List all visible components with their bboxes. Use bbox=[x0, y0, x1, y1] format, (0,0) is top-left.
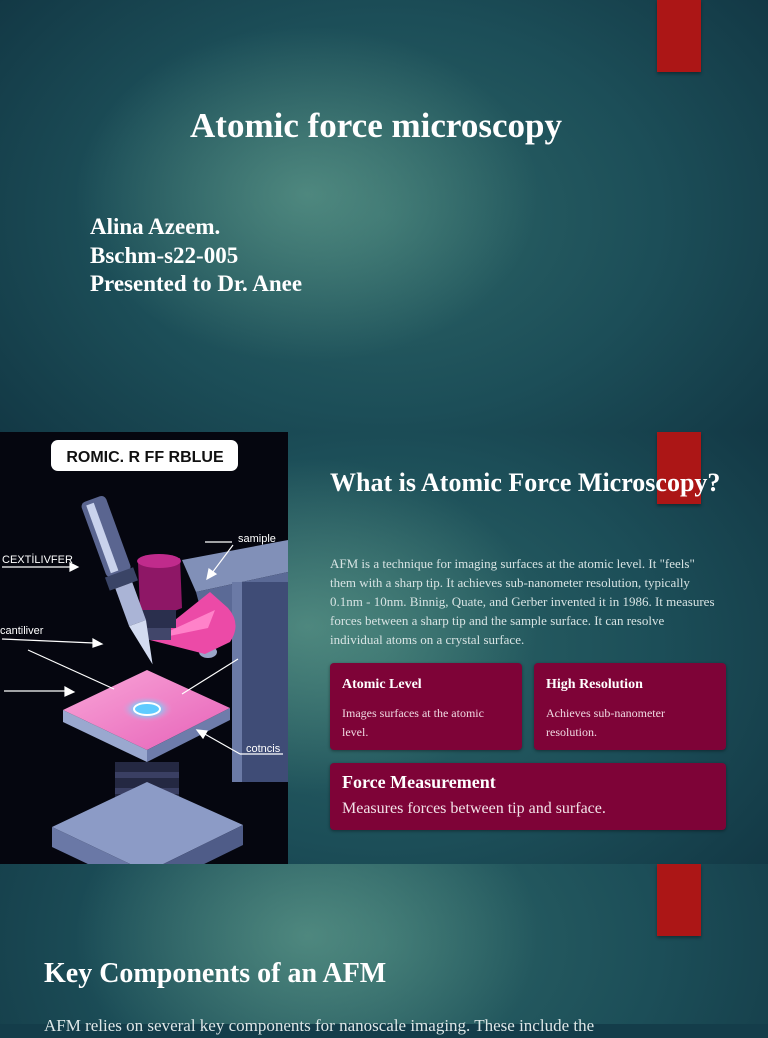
card-high-resolution bbox=[534, 663, 726, 750]
label-sample: samiple bbox=[238, 533, 276, 545]
presented-to: Presented to Dr. Anee bbox=[90, 271, 303, 297]
card-title: Atomic Level bbox=[342, 677, 422, 692]
section-heading: Key Components of an AFM bbox=[44, 958, 387, 989]
author-id: Bschm-s22-005 bbox=[90, 242, 239, 268]
card-description: Images surfaces at the atomic level. bbox=[342, 706, 484, 739]
card-atomic-level bbox=[330, 663, 522, 750]
author-name: Alina Azeem. bbox=[90, 214, 221, 239]
intro-paragraph: AFM is a technique for imaging surfaces at the atomic level. It "feels" them with a sharp tip. It achieves sub-nanometer resolution, typically 0.1nm - 10nm. Binnig, Quate, and Gerber invented it in 1986. It measures forces between a sharp tip and the sample surface. It can resolve individual atoms on a crystal surface. bbox=[330, 556, 715, 647]
label-cotncis: cotncis bbox=[246, 743, 281, 755]
red-accent-tab bbox=[657, 864, 701, 936]
slide-title: Atomic force microscopy bbox=[190, 106, 562, 145]
title-slide bbox=[0, 0, 768, 432]
author-block bbox=[90, 213, 302, 299]
card-title: Force Measurement bbox=[342, 772, 496, 792]
banner-text: ROMIC. R FF RBLUE bbox=[66, 449, 224, 466]
components-paragraph: AFM relies on several key components for nanoscale imaging. These include the bbox=[44, 1016, 595, 1035]
card-force-measurement bbox=[330, 763, 726, 830]
key-components-slide bbox=[0, 864, 768, 1035]
card-description: Achieves sub-nanometer resolution. bbox=[546, 706, 665, 739]
afm-illustration bbox=[0, 432, 288, 864]
red-accent-tab bbox=[657, 0, 701, 72]
card-description: Measures forces between tip and surface. bbox=[342, 800, 606, 817]
card-title: High Resolution bbox=[546, 677, 643, 692]
label-cextilivfer: CEXTİLIVFER bbox=[2, 554, 73, 566]
section-heading: What is Atomic Force Microscopy? bbox=[330, 468, 721, 497]
label-cantiliver: cantiliver bbox=[0, 625, 44, 637]
afm-overview-slide bbox=[0, 432, 768, 864]
